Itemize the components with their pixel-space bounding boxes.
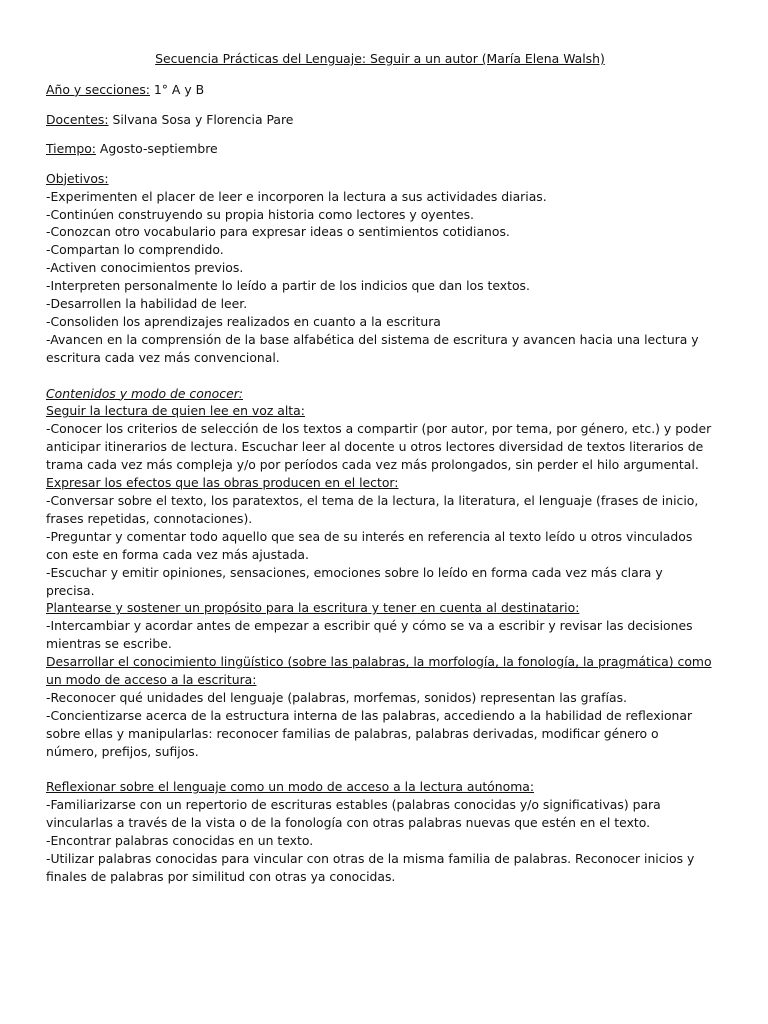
objetivo-item: -Activen conocimientos previos. <box>46 260 244 276</box>
subsection-heading: Plantearse y sostener un propósito para la escritura y tener en cuenta al destinatario: <box>46 600 580 616</box>
meta-value: Silvana Sosa y Florencia Pare <box>108 111 294 127</box>
meta-label: Tiempo: <box>46 141 96 157</box>
content-item: -Familiarizarse con un repertorio de escrituras estables (palabras conocidas y/o significativas) para vincularlas a través de la vista o de la fonología con otras palabras nuevas que estén en el texto. <box>46 797 661 831</box>
meta-label: Docentes: <box>46 111 109 127</box>
content-item: -Utilizar palabras conocidas para vincular con otras de la misma familia de palabras. Reconocer inicios y finales de palabras por similitud con otras ya conocidas. <box>46 851 695 884</box>
objetivo-item: -Compartan lo comprendido. <box>46 242 224 258</box>
objetivo-item: -Consoliden los aprendizajes realizados en cuanto a la escritura <box>46 313 441 329</box>
subsection-heading: Expresar los efectos que las obras producen en el lector: <box>46 475 399 491</box>
objetivo-item: -Conozcan otro vocabulario para expresar ideas o sentimientos cotidianos. <box>46 224 510 240</box>
objetivos-heading: Objetivos: <box>46 170 109 186</box>
content-item: -Reconocer qué unidades del lenguaje (palabras, morfemas, sonidos) representan las grafías. <box>46 689 627 705</box>
document-page <box>46 50 714 886</box>
content-item: -Intercambiar y acordar antes de empezar a escribir qué y cómo se va a escribir y revisar las decisiones mientras se escribe. <box>46 618 693 652</box>
subsection-heading: Reflexionar sobre el lenguaje como un modo de acceso a la lectura autónoma: <box>46 779 535 795</box>
content-item: -Encontrar palabras conocidas en un texto. <box>46 833 314 849</box>
document-title: Secuencia Prácticas del Lenguaje: Seguir a un autor (María Elena Walsh) <box>155 51 605 66</box>
content-item: -Conocer los criterios de selección de los textos a compartir (por autor, por tema, por género, etc.) y poder anticipar itinerarios de lectura. Escuchar leer al docente u otros lectores diversidad de textos literarios de trama cada vez más compleja y/o por períodos cada vez más prolongados, sin perder el hilo argumental. <box>46 421 712 473</box>
contenidos-heading: Contenidos y modo de conocer: <box>46 385 243 401</box>
subsection-heading: Seguir la lectura de quien lee en voz alta: <box>46 403 305 419</box>
objetivo-item: -Avancen en la comprensión de la base alfabética del sistema de escritura y avancen hacia una lectura y escritura cada vez más convencional. <box>46 331 699 365</box>
content-item: -Concientizarse acerca de la estructura interna de las palabras, accediendo a la habilidad de reflexionar sobre ellas y manipularlas: reconocer familias de palabras, palabras derivadas, modificar género o número, prefijos, sufijos. <box>46 707 693 759</box>
objetivo-item: -Desarrollen la habilidad de leer. <box>46 296 248 312</box>
objetivo-item: -Experimenten el placer de leer e incorporen la lectura a sus actividades diarias. <box>46 188 547 204</box>
meta-value: 1° A y B <box>149 81 205 97</box>
meta-label: Año y secciones: <box>46 81 150 97</box>
contenidos-section <box>46 385 714 886</box>
spacer <box>46 367 714 385</box>
meta-anio-secciones <box>46 81 714 99</box>
objetivo-item: -Continúen construyendo su propia historia como lectores y oyentes. <box>46 206 474 222</box>
subsection-heading: Desarrollar el conocimiento lingüístico (sobre las palabras, la morfología, la fonología, la pragmática) como un modo de acceso a la escritura: <box>46 654 712 688</box>
meta-tiempo <box>46 140 714 158</box>
objetivos-section <box>46 170 714 367</box>
objetivo-item: -Interpreten personalmente lo leído a partir de los indicios que dan los textos. <box>46 278 530 294</box>
content-item: -Conversar sobre el texto, los paratextos, el tema de la lectura, la literatura, el lenguaje (frases de inicio, frases repetidas, connotaciones). <box>46 492 699 526</box>
content-item: -Escuchar y emitir opiniones, sensaciones, emociones sobre lo leído en forma cada vez más clara y precisa. <box>46 564 663 598</box>
content-item: -Preguntar y comentar todo aquello que sea de su interés en referencia al texto leído u otros vinculados con este en forma cada vez más ajustada. <box>46 528 693 562</box>
meta-value: Agosto-septiembre <box>95 141 218 157</box>
spacer <box>46 761 714 779</box>
meta-docentes <box>46 111 714 129</box>
